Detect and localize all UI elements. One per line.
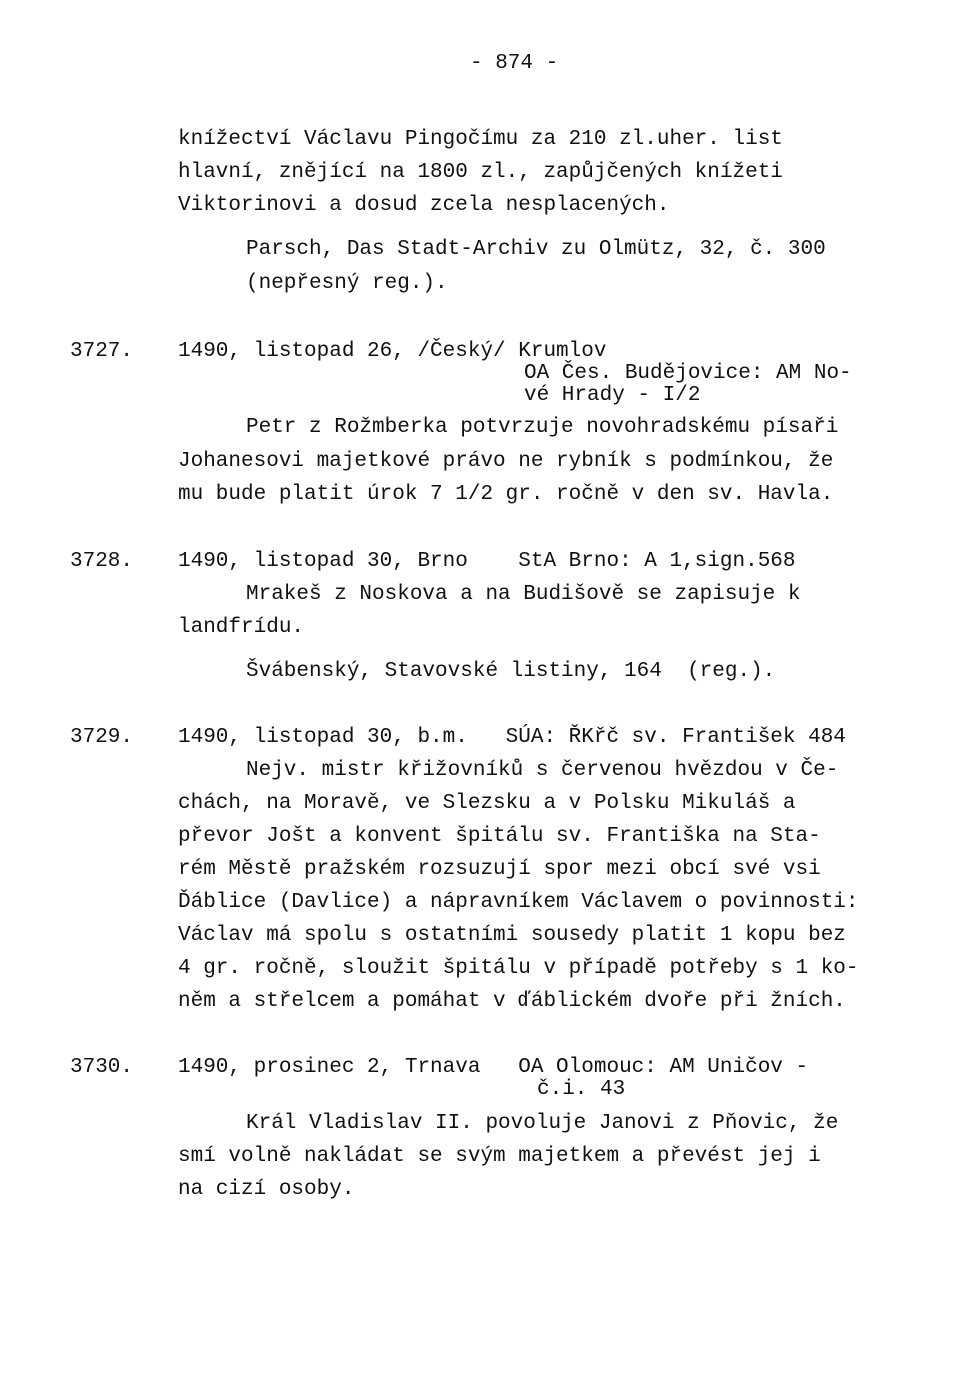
archive-line: OA Čes. Budějovice: AM No-: [524, 362, 852, 385]
entry-number: 3727.: [70, 340, 134, 363]
archive-line: vé Hrady - I/2: [524, 384, 701, 407]
entry-number: 3730.: [70, 1056, 134, 1079]
body-line: 4 gr. ročně, sloužit špitálu v případě potřeby s 1 ko-: [178, 957, 859, 980]
body-line: mu bude platit úrok 7 1/2 gr. ročně v den sv. Havla.: [178, 483, 834, 506]
body-line: hlavní, znějící na 1800 zl., zapůjčených knížeti: [178, 161, 783, 184]
body-line: Johanesovi majetkové právo ne rybník s podmínkou, že: [178, 450, 834, 473]
page-number: - 874 -: [470, 52, 559, 75]
entry-number: 3728.: [70, 550, 134, 573]
body-line: Ďáblice (Davlice) a nápravníkem Václavem o povinnosti:: [178, 891, 859, 914]
body-line: rém Městě pražském rozsuzují spor mezi obcí své vsi: [178, 858, 821, 881]
body-line: Král Vladislav II. povoluje Janovi z Pňovic, že: [246, 1112, 839, 1135]
body-line: smí volně nakládat se svým majetkem a převést jej i: [178, 1145, 821, 1168]
entry-header: 1490, prosinec 2, Trnava OA Olomouc: AM Uničov -: [178, 1056, 809, 1079]
source-line: Švábenský, Stavovské listiny, 164 (reg.).: [246, 660, 776, 683]
body-line: Nejv. mistr křižovníků s červenou hvězdou v Če-: [246, 759, 839, 782]
body-line: na cizí osoby.: [178, 1178, 355, 1201]
source-line: (nepřesný reg.).: [246, 272, 448, 295]
body-line: převor Jošt a konvent špitálu sv. Františka na Sta-: [178, 825, 821, 848]
entry-header: 1490, listopad 30, Brno StA Brno: A 1,sign.568: [178, 550, 796, 573]
archive-line: č.i. 43: [537, 1078, 626, 1101]
body-line: Mrakeš z Noskova a na Budišově se zapisuje k: [246, 583, 801, 606]
entry-number: 3729.: [70, 726, 134, 749]
body-line: Viktorinovi a dosud zcela nesplacených.: [178, 194, 670, 217]
source-line: Parsch, Das Stadt-Archiv zu Olmütz, 32, č. 300: [246, 238, 826, 261]
body-line: Petr z Rožmberka potvrzuje novohradskému písaři: [246, 416, 839, 439]
body-line: chách, na Moravě, ve Slezsku a v Polsku Mikuláš a: [178, 792, 796, 815]
body-line: landfrídu.: [178, 616, 305, 639]
body-line: knížectví Václavu Pingočímu za 210 zl.uher. list: [178, 128, 783, 151]
body-line: Václav má spolu s ostatními sousedy platit 1 kopu bez: [178, 924, 846, 947]
body-line: něm a střelcem a pomáhat v ďáblickém dvoře při žních.: [178, 990, 846, 1013]
entry-header: 1490, listopad 30, b.m. SÚA: ŘKřč sv. František 484: [178, 726, 846, 749]
entry-header: 1490, listopad 26, /Český/ Krumlov: [178, 340, 607, 363]
